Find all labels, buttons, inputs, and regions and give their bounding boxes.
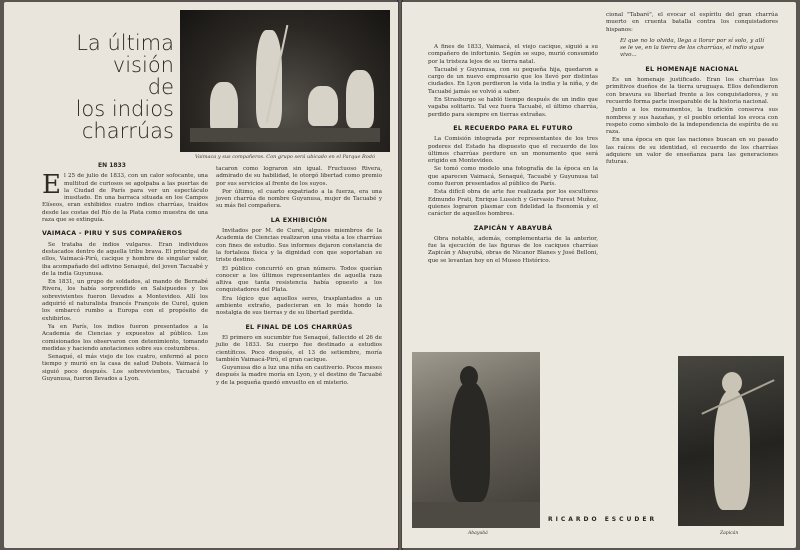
paragraph: La Comisión integrada por representantes de los tres poderes del Estado ha dispuesto que el recuerdo de los últimos charrúas perdure en un monumento que será erigido en Montevideo. (428, 136, 598, 165)
caption-zapican: Zapicán (720, 531, 739, 536)
paragraph: Tacuabé y Guyunusa, con su pequeña hija, quedaron a cargo de un nuevo empresario que los llevó por distintas ciudades. En Lyon perdieron la vida la india y la niña, y de Tacuabé jamás se volvió a saber. (428, 66, 598, 95)
heading-exhibicion: LA EXHIBICIÓN (270, 216, 328, 224)
poem-quote: El que no lo olvida, llega a llorar por sí solo, y allí se le ve, en la tierra de los charrúas, el indio sigue vivo... (620, 37, 764, 59)
heading-homenaje: EL HOMENAJE NACIONAL (645, 65, 739, 73)
section-year: EN 1833 (98, 162, 126, 169)
paragraph: Se trataba de indios vulgares. Eran individuos destacados dentro de aquella tribu brava. El principal de ellos, Vaimacá-Pirú, cacique y hombre de singular valor, iba acompañado del adivino Senaqué, del joven Tacuabé y de la india Guyunusa. (42, 241, 208, 277)
paragraph: Es un homenaje justificado. Eran los charrúas los primitivos dueños de la tierra uruguaya. Ellos defendieron con bravura su libertad frente a los conquistadores, y su recuerdo forma parte inseparable de la historia nacional. (606, 77, 778, 105)
paragraph: Esta difícil obra de arte fue realizada por los escultores Edmundo Prati, Enrique Lussich y Gervasio Furest Muñoz, quienes lograron plasmar con fidelidad la fisonomía y el carácter de aquellos hombres. (428, 189, 598, 218)
paragraph: El público concurrió en gran número. Todos querían conocer a los últimos representantes de aquella raza altiva que tanta resistencia había opuesto a los conquistadores del Plata. (216, 265, 382, 294)
paragraph: El primero en sucumbir fue Senaqué, fallecido el 26 de julio de 1833. Su cuerpo fue destinado a estudios científicos. Poco después, el 13 de setiembre, moría también Vaimacá-Pirú, el gran cacique. (216, 334, 382, 363)
title-line-5: charrúas (81, 119, 174, 143)
paragraph: En 1831, un grupo de soldados, al mando de Bernabé Rivera, los había sorprendido en Salsipuedes y los sobrevivientes fueron llevados a Montevideo. Allí los adquirió el naturalista francés François de Curel, quien los embarcó rumbo a Europa con el propósito de exhibirlos. (42, 279, 208, 322)
paragraph: Senaqué, el más viejo de los cuatro, enfermó al poco tiempo y murió en la casa de salud Dubois. Vaimacá lo siguió poco después. Los sobrevivientes, Tacuabé y Guyunusa, fueron llevados a Lyon. (42, 354, 208, 383)
abayuba-statue-photo (412, 352, 540, 528)
paragraph: Invitados por M. de Curel, algunos miembros de la Academia de Ciencias realizaron una visita a los charrúas con fines de estudio. Sus informes dejaron constancia de la fortaleza física y la dignidad con que soportaban su triste destino. (216, 228, 382, 264)
paragraph: Junto a los monumentos, la tradición conserva sus nombres y sus hazañas, y el pueblo oriental los evoca con respeto como símbolo de la independencia de espíritu de su raza. (606, 107, 778, 136)
paragraph: cional "Tabaré", el evocar el espíritu del gran charrúa muerto en cruenta batalla contra los conquistadores hispanos: (606, 12, 778, 33)
intro-paragraph: l 25 de julio de 1833, con un calor sofocante, una multitud de curiosos se agolpaba a las puertas de la Ciudad de París para ver un espectáculo inusitado. En una barraca situada en los Campos Elíseos, eran exhibidos cuatro indios charrúas, traídos desde las costas del Río de la Plata como muestra de una raza que se extinguía. (42, 173, 208, 224)
heading-final: EL FINAL DE LOS CHARRÚAS (245, 323, 353, 331)
title-line-2: visión (112, 53, 174, 77)
caption-abayuba: Abayubá (468, 531, 488, 536)
left-page (4, 2, 398, 548)
paragraph: Era lógico que aquellos seres, trasplantados a un ambiente extraño, padecieran en lo más hondo la nostalgia de sus tierras y de su libertad perdida. (216, 295, 382, 317)
heading-recuerdo: EL RECUERDO PARA EL FUTURO (453, 124, 573, 132)
title-line-3: de (147, 75, 174, 99)
heading-vaimaca: VAIMACA - PIRU Y SUS COMPAÑEROS (42, 230, 183, 238)
paragraph: En una época en que las naciones buscan en su pasado las raíces de su identidad, el recuerdo de los charrúas adquiere un valor de enseñanza para las generaciones futuras. (606, 137, 778, 166)
photo-caption: Vaimaca y sus compañeros. Con grupo será ubicado en el Parque Rodó (195, 154, 375, 160)
paragraph: Ya en París, los indios fueron presentados a la Academia de Ciencias y expuestos al público. Los comisionados los observaron con detenimiento, tomando medidas y haciendo anotaciones sobre sus costumbres. (42, 323, 208, 352)
title-line-4: los indios (75, 97, 174, 121)
paragraph: Se tomó como modelo una fotografía de la época en la que aparecen Vaimacá, Senaqué, Tacuabé y Guyunusa tal como fueron presentados al público de París. (428, 166, 598, 188)
paragraph: Obra notable, además, complementaria de la anterior, fue la ejecución de las figuras de los caciques charrúas Zapicán y Abayubá, obras de Nicanor Blanes y José Belloni, que se levantan hoy en el Museo Histórico. (428, 235, 598, 264)
paragraph: Guyunusa dio a luz una niña en cautiverio. Pocos meses después la madre moría en Lyon, y el destino de Tacuabé y de la pequeña quedó envuelto en el misterio. (216, 365, 382, 386)
heading-zapican: ZAPICÁN Y ABAYUBÁ (473, 224, 553, 232)
paragraph: En Strasburgo se habló tiempo después de un indio que vagaba solitario. Tal vez fuera Tacuabé, el último charrúa, perdido para siempre en tierras extrañas. (428, 97, 598, 118)
zapican-statue-photo (678, 356, 784, 526)
title-line-1: La última (76, 31, 174, 55)
right-column-1 (428, 44, 598, 266)
article-title (44, 32, 174, 142)
left-column-1 (42, 162, 208, 384)
author-byline: RICARDO ESCUDER (548, 516, 658, 523)
sculpture-group-photo (180, 10, 390, 152)
right-column-2 (606, 12, 778, 168)
paragraph: tacaron como lograron sin igual. Fructuoso Rivera, admirado de su habilidad, le otorgó libertad como premio por sus servicios al frente de los suyos. (216, 166, 382, 187)
left-column-2 (216, 166, 382, 388)
paragraph: Por último, el cuarto expatriado a la fuerza, era una joven charrúa de nombre Guyunusa, mujer de Tacuabé y su más fiel compañera. (216, 188, 382, 210)
paragraph: A fines de 1833, Vaimacá, el viejo cacique, siguió a su compañero de infortunio. Según se supo, murió consumido por la tristeza lejos de su tierra natal. (428, 44, 598, 65)
drop-cap: E (42, 170, 61, 201)
